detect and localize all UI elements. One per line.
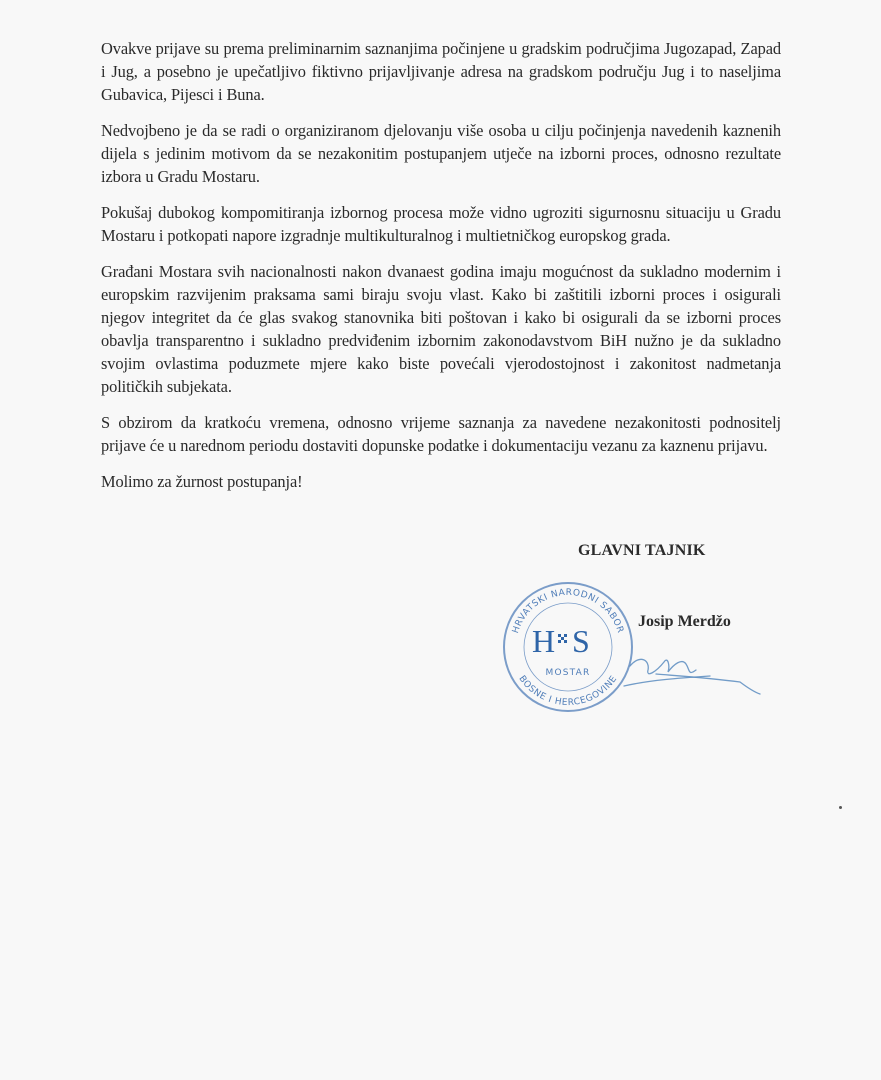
paragraph-4: Građani Mostara svih nacionalnosti nakon dvanaest godina imaju mogućnost da sukladno modernim i europskim razvijenim praksama sami biraju svoju vlast. Kako bi zaštitili izborni proces i osigurali njegov integritet da će glas svakog stanovnika biti poštovan i kako bi osigurali da se izborni proces obavlja transparentno i sukladno predviđenim izbornim zakonodavstvom BiH nužno je da sukladno svojim ovlastima poduzmete mjere kako biste povećali vjerodostojnost i zakonitost nadmetanja političkih subjekata. xyxy=(101,262,781,396)
signatory-name: Josip Merdžo xyxy=(638,613,731,630)
stamp-ring-top-text: HRVATSKI NARODNI SABOR xyxy=(510,587,626,635)
paragraph-5: S obzirom da kratkoću vremena, odnosno vrijeme saznanja za navedene nezakonitosti podnositelj prijave će u narednom periodu dostaviti dopunske podatke i dokumentaciju vezanu za kaznenu prijavu. xyxy=(101,413,781,455)
paragraph-1: Ovakve prijave su prema preliminarnim saznanjima počinjene u gradskim područjima Jugozapad, Zapad i Jug, a posebno je upečatljivo fiktivno prijavljivanje adresa na gradskom području Jug i to naseljima Gubavica, Pijesci i Buna. xyxy=(101,39,781,104)
stamp-city-text: MOSTAR xyxy=(545,668,591,678)
handwritten-signature xyxy=(620,636,770,696)
signatory-title: GLAVNI TAJNIK xyxy=(578,542,706,559)
checkerboard-icon xyxy=(558,634,567,643)
hns-logo xyxy=(532,623,590,659)
signature-block xyxy=(500,540,800,730)
svg-text:H: H xyxy=(532,623,556,659)
paragraph-3: Pokušaj dubokog kompomitiranja izbornog procesa može vidno ugroziti sigurnosnu situaciju u Gradu Mostaru i potkopati napore izgradnje multikulturalnog i multietničkog europskog grada. xyxy=(101,203,781,245)
paragraph-2: Nedvojbeno je da se radi o organiziranom djelovanju više osoba u cilju počinjenja navedenih kaznenih dijela s jedinim motivom da se nezakonitim postupanjem utječe na izborni proces, odnosno rezultate izbora u Gradu Mostaru. xyxy=(101,121,781,186)
svg-text:S: S xyxy=(572,623,590,659)
closing-request: Molimo za žurnost postupanja! xyxy=(101,472,303,491)
stamp-ring-bottom-text: BOSNE I HERCEGOVINE xyxy=(516,674,620,709)
letter-body xyxy=(101,37,781,506)
scan-speck xyxy=(839,806,842,809)
official-stamp xyxy=(502,572,634,722)
